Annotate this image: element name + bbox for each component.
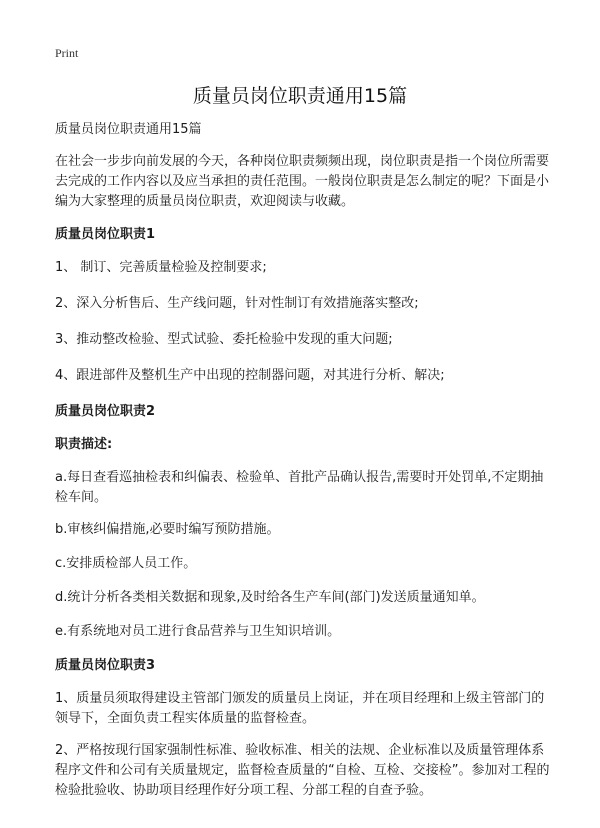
section-heading-3: 质量员岗位职责3 bbox=[55, 658, 156, 673]
list-item: 2、深入分析售后、生产线问题，针对性制订有效措施落实整改; bbox=[55, 296, 419, 311]
list-item: 3、推动整改检验、型式试验、委托检验中发现的重大问题; bbox=[55, 332, 393, 347]
list-item: 2、严格按现行国家强制性标准、验收标准、相关的法规、企业标准以及质量管理体系程序文件和公司有关质量规定，监督检查质量的“自检、互检、交接检”。参加对工程的检验批验收、协助项目经理作好分项工程、分部工程的自查予验。 bbox=[55, 743, 550, 798]
list-item: b.审核纠偏措施,必要时编写预防措施。 bbox=[55, 522, 280, 537]
list-item: e.有系统地对员工进行食品营养与卫生知识培训。 bbox=[55, 624, 341, 639]
document-subtitle: 质量员岗位职责通用15篇 bbox=[55, 122, 202, 137]
section-heading-1: 质量员岗位职责1 bbox=[55, 227, 156, 242]
list-item: c.安排质检部人员工作。 bbox=[55, 556, 197, 571]
list-item: 1、 制订、完善质量检验及控制要求; bbox=[55, 260, 267, 275]
list-item: d.统计分析各类相关数据和现象,及时给各生产车间(部门)发送质量通知单。 bbox=[55, 590, 485, 605]
document-title: 质量员岗位职责通用15篇 bbox=[192, 85, 408, 107]
section-subheading: 职责描述: bbox=[55, 437, 113, 452]
intro-paragraph: 在社会一步步向前发展的今天，各种岗位职责频频出现，岗位职责是指一个岗位所需要去完成的工作内容以及应当承担的责任范围。一般岗位职责是怎么制定的呢？下面是小编为大家整理的质量员岗位职责，欢迎阅读与收藏。 bbox=[55, 154, 550, 209]
list-item: a.每日查看巡抽检表和纠偏表、检验单、首批产品确认报告,需要时开处罚单,不定期抽检车间。 bbox=[55, 470, 544, 505]
print-label: Print bbox=[55, 46, 79, 60]
list-item: 1、质量员须取得建设主管部门颁发的质量员上岗证，并在项目经理和上级主管部门的领导下，全面负责工程实体质量的监督检查。 bbox=[55, 691, 545, 726]
document-body bbox=[55, 120, 556, 813]
section-heading-2: 质量员岗位职责2 bbox=[55, 404, 156, 419]
list-item: 4、跟进部件及整机生产中出现的控制器问题，对其进行分析、解决; bbox=[55, 368, 445, 383]
